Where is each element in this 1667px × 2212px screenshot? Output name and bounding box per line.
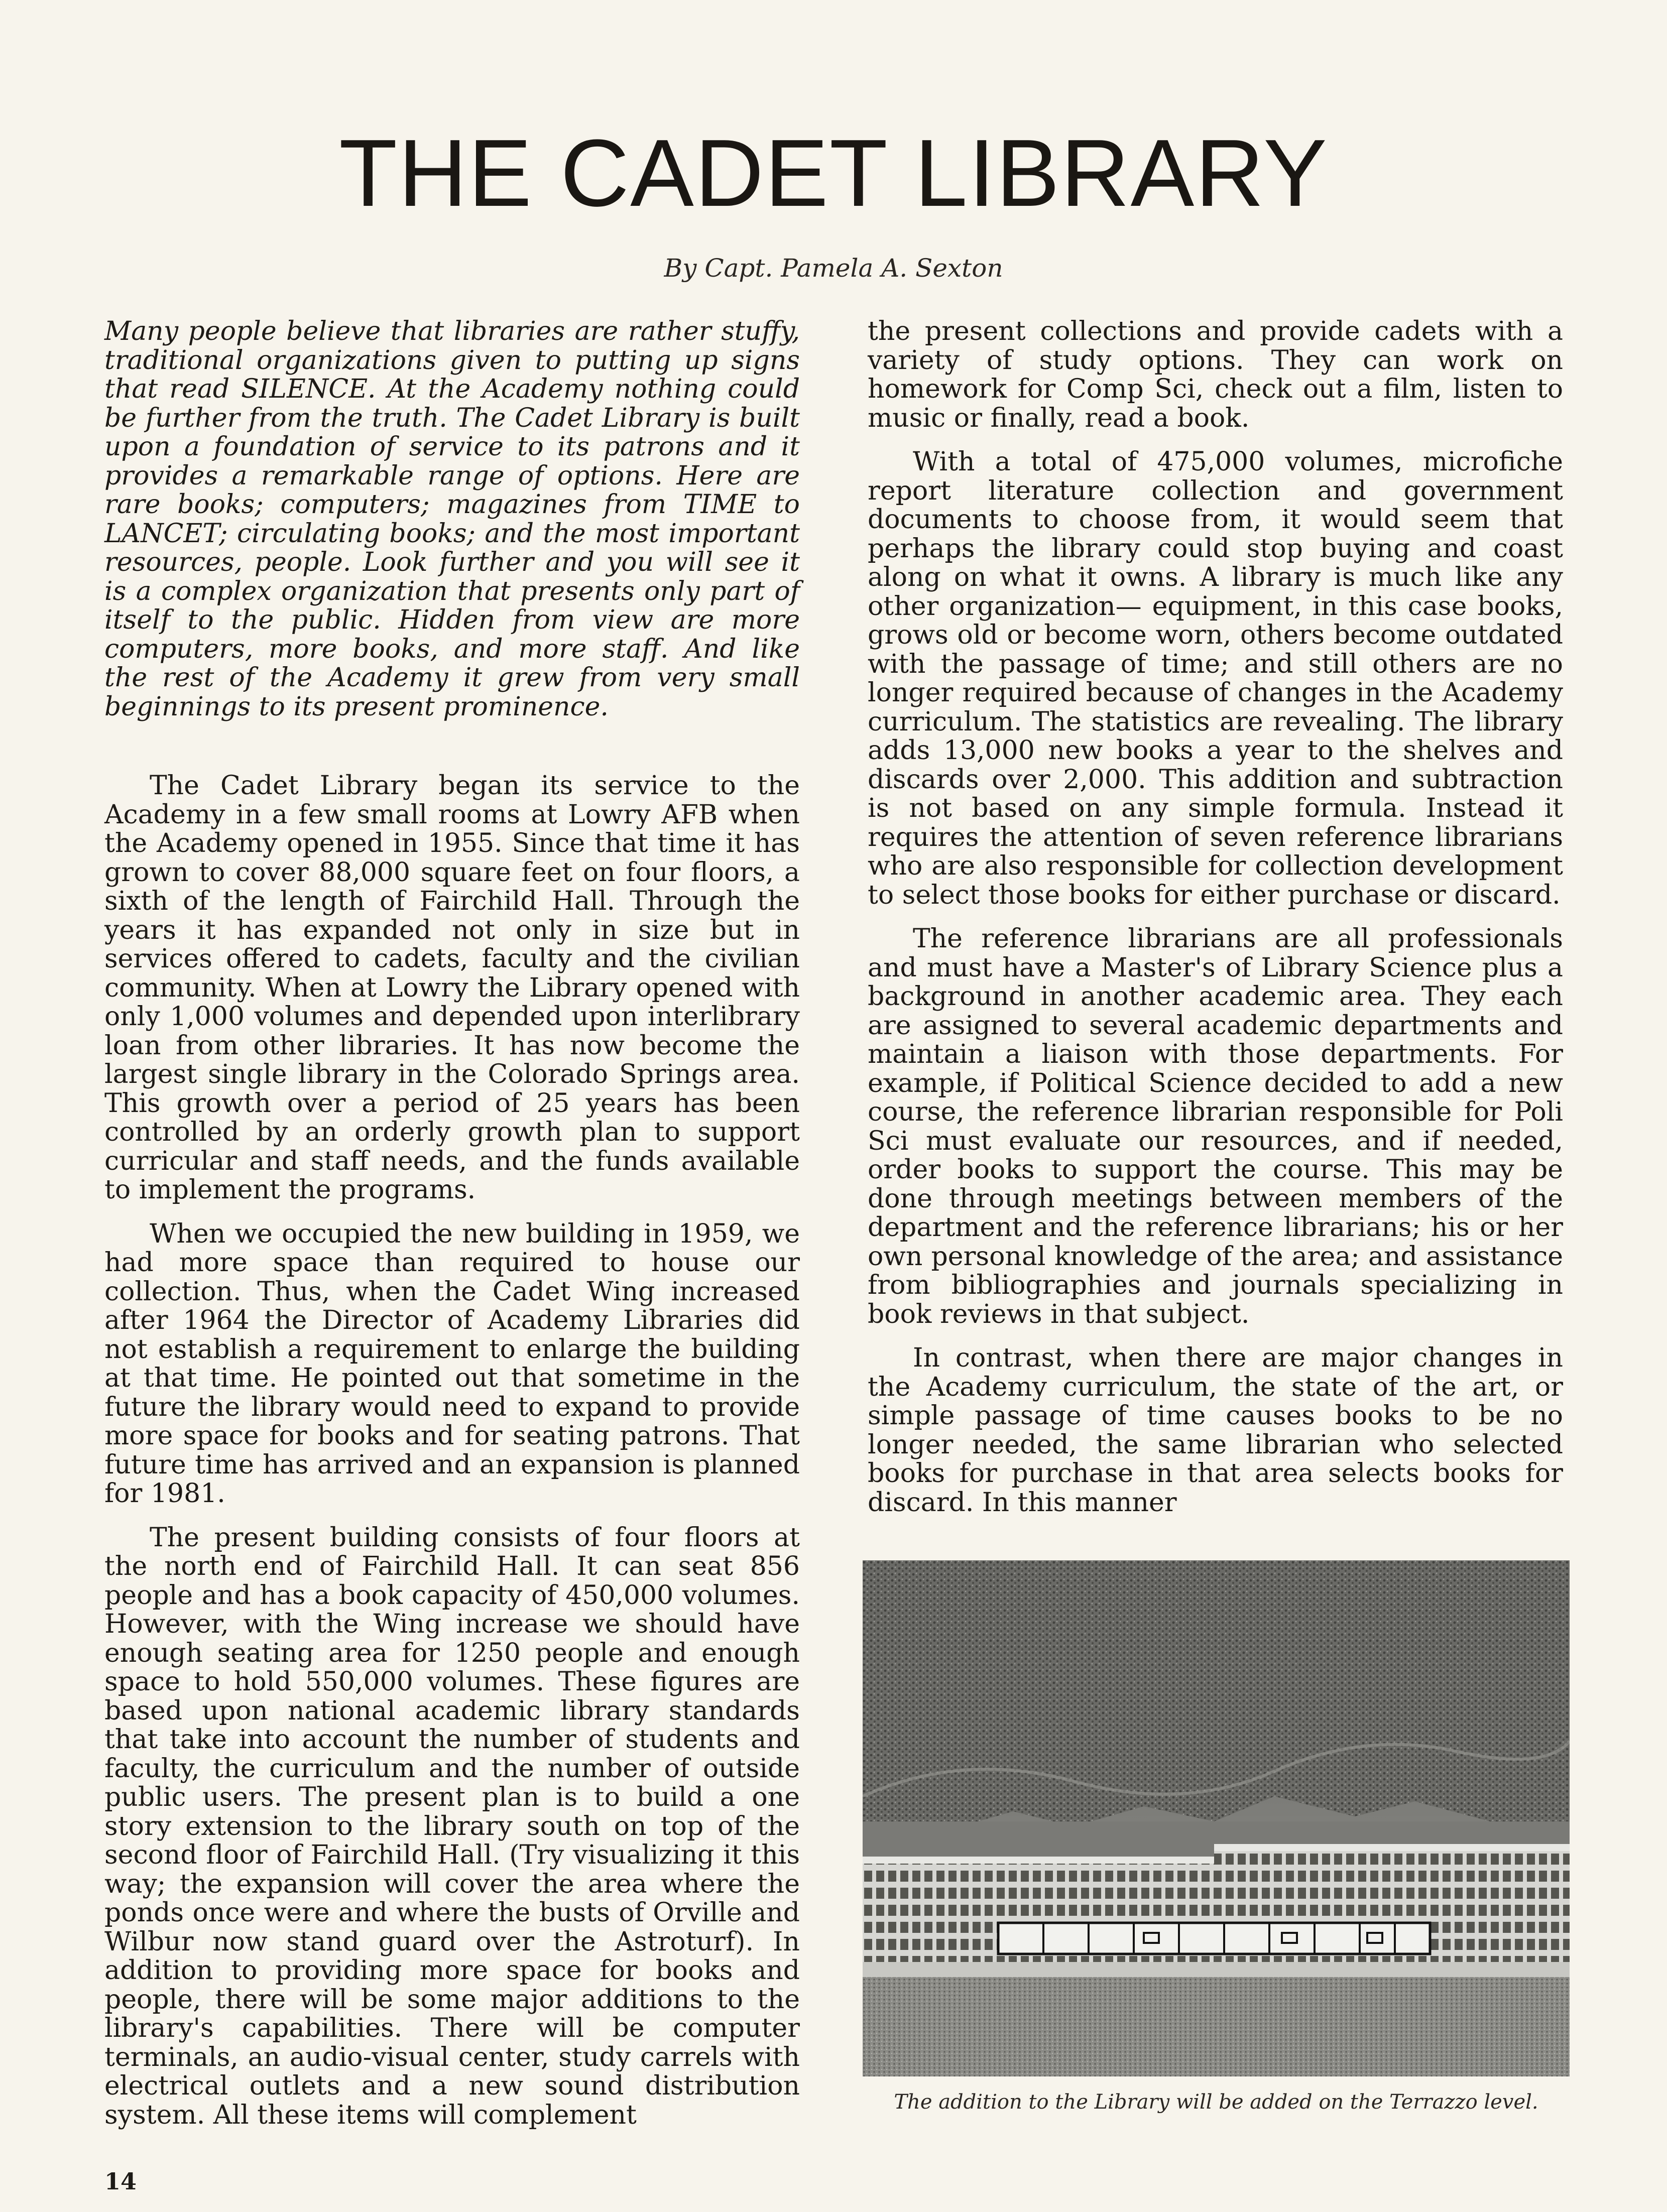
photo-illustration — [863, 1560, 1570, 2076]
byline: By Capt. Pamela A. Sexton — [664, 254, 1003, 283]
roofline-left — [863, 1857, 1214, 1864]
continuation-paragraph: the present collections and provide cadets with a variety of study options. They can work on homework for Comp Sci, check out a film, listen to music or finally, read a book. — [868, 316, 1563, 433]
library-addition — [998, 1923, 1430, 1954]
mountain — [863, 1560, 1570, 1841]
right-column — [868, 317, 1563, 1532]
body-paragraph: The Cadet Library began its service to the Academy in a few small rooms at Lowry AFB when the Academy opened in 1955. Since that time it has grown to cover 88,000 square feet on four floors, a sixth of the length of Fairchild Hall. Through the years it has expanded not only in size but in services offered to cadets, faculty and the civilian community. When at Lowry the Library opened with only 1,000 volumes and depended upon interlibrary loan from other libraries. It has now become the largest single library in the Colorado Springs area. This growth over a period of 25 years has been controlled by an orderly growth plan to support curricular and staff needs, and the funds available to implement the programs. — [104, 771, 800, 1205]
body-paragraph: The present building consists of four floors at the north end of Fairchild Hall. It can seat 856 people and has a book capacity of 450,000 volumes. However, with the Wing increase we should have enough seating area for 1250 people and enough space to hold 550,000 volumes. These figures are based upon national academic library standards that take into account the number of students and faculty, the curriculum and the number of outside public users. The present plan is to build a one story extension to the library south on top of the second floor of Fairchild Hall. (Try visualizing it this way; the expansion will cover the area where the ponds once were and where the busts of Orville and Wilbur now stand guard over the Astroturf). In addition to providing more space for books and people, there will be some major additions to the library's capabilities. There will be computer terminals, an audio-visual center, study carrels with electrical outlets and a new sound distribution system. All these items will complement — [104, 1522, 800, 2130]
article-title: THE CADET LIBRARY — [339, 120, 1328, 226]
intro-paragraph: Many people believe that libraries are rather stuffy, traditional organizations given to putting up signs that read SILENCE. At the Academy nothing could be further from the truth. The Cadet Library is built upon a foundation of service to its patrons and it provides a remarkable range of options. Here are rare books; computers; magazines from TIME to LANCET; circulating books; and the most important resources, people. Look further and you will see it is a complex organization that presents only part of itself to the public. Hidden from view are more computers, more books, and more staff. And like the rest of the Academy it grew from very small beginnings to its present prominence. — [104, 316, 800, 722]
foreground — [863, 1977, 1570, 2076]
left-column — [104, 317, 800, 2145]
body-paragraph: In contrast, when there are major changes in the Academy curriculum, the state of the art, or simple passage of time causes books to be no longer needed, the same librarian who selected books for purchase in that area selects books for discard. In this manner — [868, 1343, 1563, 1518]
body-paragraph: With a total of 475,000 volumes, microfiche report literature collection and government documents to choose from, it would seem that perhaps the library could stop buying and coast along on what it owns. A library is much like any other organization— equipment, in this case books, grows old or become worn, others become outdated with the passage of time; and still others are no longer required because of changes in the Academy curriculum. The statistics are revealing. The library adds 13,000 new books a year to the shelves and discards over 2,000. This addition and subtraction is not based on any simple formula. Instead it requires the attention of seven reference librarians who are also responsible for collection development to select those books for either purchase or discard. — [868, 447, 1563, 910]
roofline-right — [1214, 1844, 1570, 1851]
library-building-photo — [863, 1560, 1570, 2076]
body-paragraph: The reference librarians are all professionals and must have a Master's of Library Science plus a background in another academic area. They each are assigned to several academic departments and maintain a liaison with those departments. For example, if Political Science decided to add a new course, the reference librarian responsible for Poli Sci must evaluate our resources, and if needed, order books to support the course. This may be done through meetings between members of the department and the reference librarians; his or her own personal knowledge of the area; and assistance from bibliographies and journals specializing in book reviews in that subject. — [868, 924, 1563, 1329]
page-number: 14 — [104, 2168, 137, 2195]
body-paragraph: When we occupied the new building in 1959, we had more space than required to house our collection. Thus, when the Cadet Wing increased after 1964 the Director of Academy Libraries did not establish a requirement to enlarge the building at that time. He pointed out that sometime in the future the library would need to expand to provide more space for books and for seating patrons. That future time has arrived and an expansion is planned for 1981. — [104, 1218, 800, 1509]
terrazzo-level — [863, 1962, 1570, 1977]
photo-caption: The addition to the Library will be added on the Terrazzo level. — [894, 2091, 1538, 2114]
